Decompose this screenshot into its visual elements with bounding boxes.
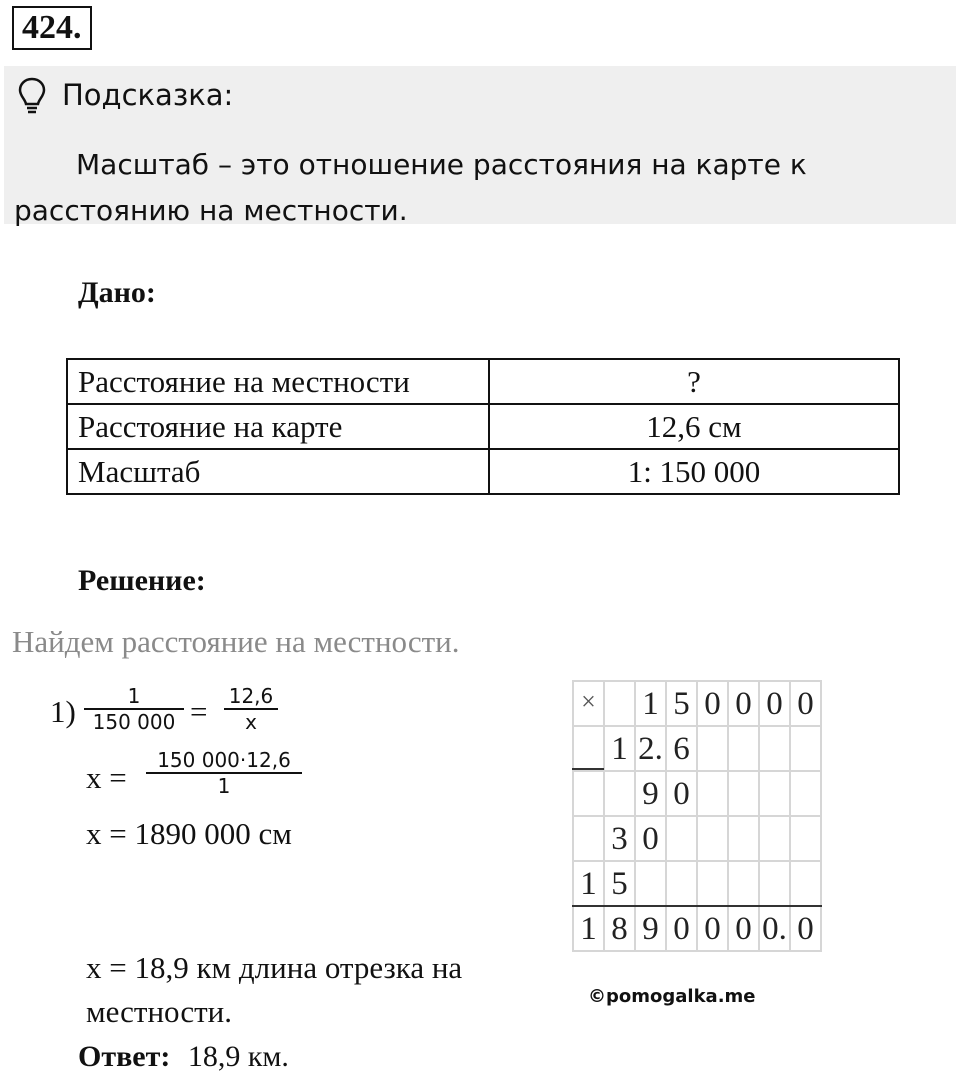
grid-cell: [760, 772, 791, 817]
table-row: [67, 404, 899, 449]
grid-cell: [605, 682, 636, 727]
grid-cell: [667, 817, 698, 862]
grid-cell: 0: [791, 907, 822, 952]
table-row: [67, 449, 899, 494]
problem-number: 424.: [12, 6, 92, 50]
fraction-denominator: x: [245, 710, 257, 734]
grid-cell: 9: [636, 907, 667, 952]
grid-cell: 6: [667, 727, 698, 772]
fraction-numerator: 12,6: [228, 684, 274, 708]
solution-intro: Найдем расстояние на местности.: [12, 624, 460, 659]
grid-cell: 1: [636, 682, 667, 727]
grid-cell: [698, 817, 729, 862]
row-label: Расстояние на местности: [67, 359, 489, 404]
multiply-sign: ×: [574, 682, 605, 727]
grid-cell: 0.: [760, 907, 791, 952]
sign-underline: [572, 768, 604, 770]
fraction-denominator: 150 000: [92, 710, 176, 734]
grid-cell: [698, 727, 729, 772]
grid-cell: [791, 862, 822, 907]
fraction-numerator: 150 000·12,6: [157, 748, 291, 772]
fraction-2: [224, 684, 278, 734]
lightbulb-icon: [16, 76, 48, 116]
equals-sign: =: [190, 694, 208, 729]
grid-cell: 8: [605, 907, 636, 952]
solution-heading: Решение:: [78, 564, 206, 597]
grid-cell: 0: [636, 817, 667, 862]
row-value: 12,6 см: [489, 404, 899, 449]
grid-cell: 0: [667, 907, 698, 952]
hint-title: Подсказка:: [62, 78, 234, 112]
grid-cell: [791, 727, 822, 772]
grid-cell: 0: [667, 772, 698, 817]
grid-cell: 0: [729, 682, 760, 727]
fraction-3: [146, 748, 302, 798]
table-row: [67, 359, 899, 404]
answer-value: 18,9 км.: [187, 1040, 289, 1073]
step-label: 1): [50, 694, 76, 729]
grid-cell: 0: [698, 682, 729, 727]
row-value: ?: [489, 359, 899, 404]
hint-text: Масштаб – это отношение расстояния на карте к расстоянию на местности.: [14, 148, 807, 227]
result-line: [572, 905, 822, 907]
grid-cell: [698, 772, 729, 817]
grid-cell: [574, 817, 605, 862]
multiplication-grid: [572, 680, 822, 952]
copyright-credit: ©pomogalka.me: [588, 986, 756, 1007]
grid-cell: [605, 772, 636, 817]
grid-cell: [667, 862, 698, 907]
grid-cell: 9: [636, 772, 667, 817]
answer: [78, 1040, 289, 1074]
grid-cell: [729, 772, 760, 817]
grid-cell: [729, 817, 760, 862]
grid-cell: [760, 862, 791, 907]
equation-line-3: x = 1890 000 см: [86, 816, 292, 851]
grid-cell: [791, 817, 822, 862]
grid-cell: 1: [574, 907, 605, 952]
answer-label: Ответ:: [78, 1040, 171, 1073]
grid-cell: 0: [729, 907, 760, 952]
grid-cell: 5: [605, 862, 636, 907]
grid-cell: 1: [574, 862, 605, 907]
given-table: [66, 358, 900, 495]
equation-line-4: x = 18,9 км длина отрезка на: [86, 950, 463, 985]
equation-line-2: x =: [86, 760, 127, 795]
grid-cell: [729, 862, 760, 907]
grid-cell: 3: [605, 817, 636, 862]
fraction-denominator: 1: [217, 774, 231, 798]
grid-cell: 0: [698, 907, 729, 952]
row-label: Масштаб: [67, 449, 489, 494]
row-label: Расстояние на карте: [67, 404, 489, 449]
fraction-1: [84, 684, 184, 734]
grid-cell: [760, 817, 791, 862]
grid-cell: [574, 772, 605, 817]
grid-cell: 2.: [636, 727, 667, 772]
grid-cell: [574, 727, 605, 772]
given-heading: Дано:: [78, 276, 156, 309]
grid-cell: 5: [667, 682, 698, 727]
grid-cell: 1: [605, 727, 636, 772]
grid-cell: [698, 862, 729, 907]
grid-cell: [791, 772, 822, 817]
grid-cell: 0: [760, 682, 791, 727]
fraction-numerator: 1: [127, 684, 141, 708]
grid-cell: 0: [791, 682, 822, 727]
equation-line-4-cont: местности.: [86, 994, 232, 1029]
grid-cell: [729, 727, 760, 772]
grid-cell: [636, 862, 667, 907]
row-value: 1: 150 000: [489, 449, 899, 494]
grid-cell: [760, 727, 791, 772]
